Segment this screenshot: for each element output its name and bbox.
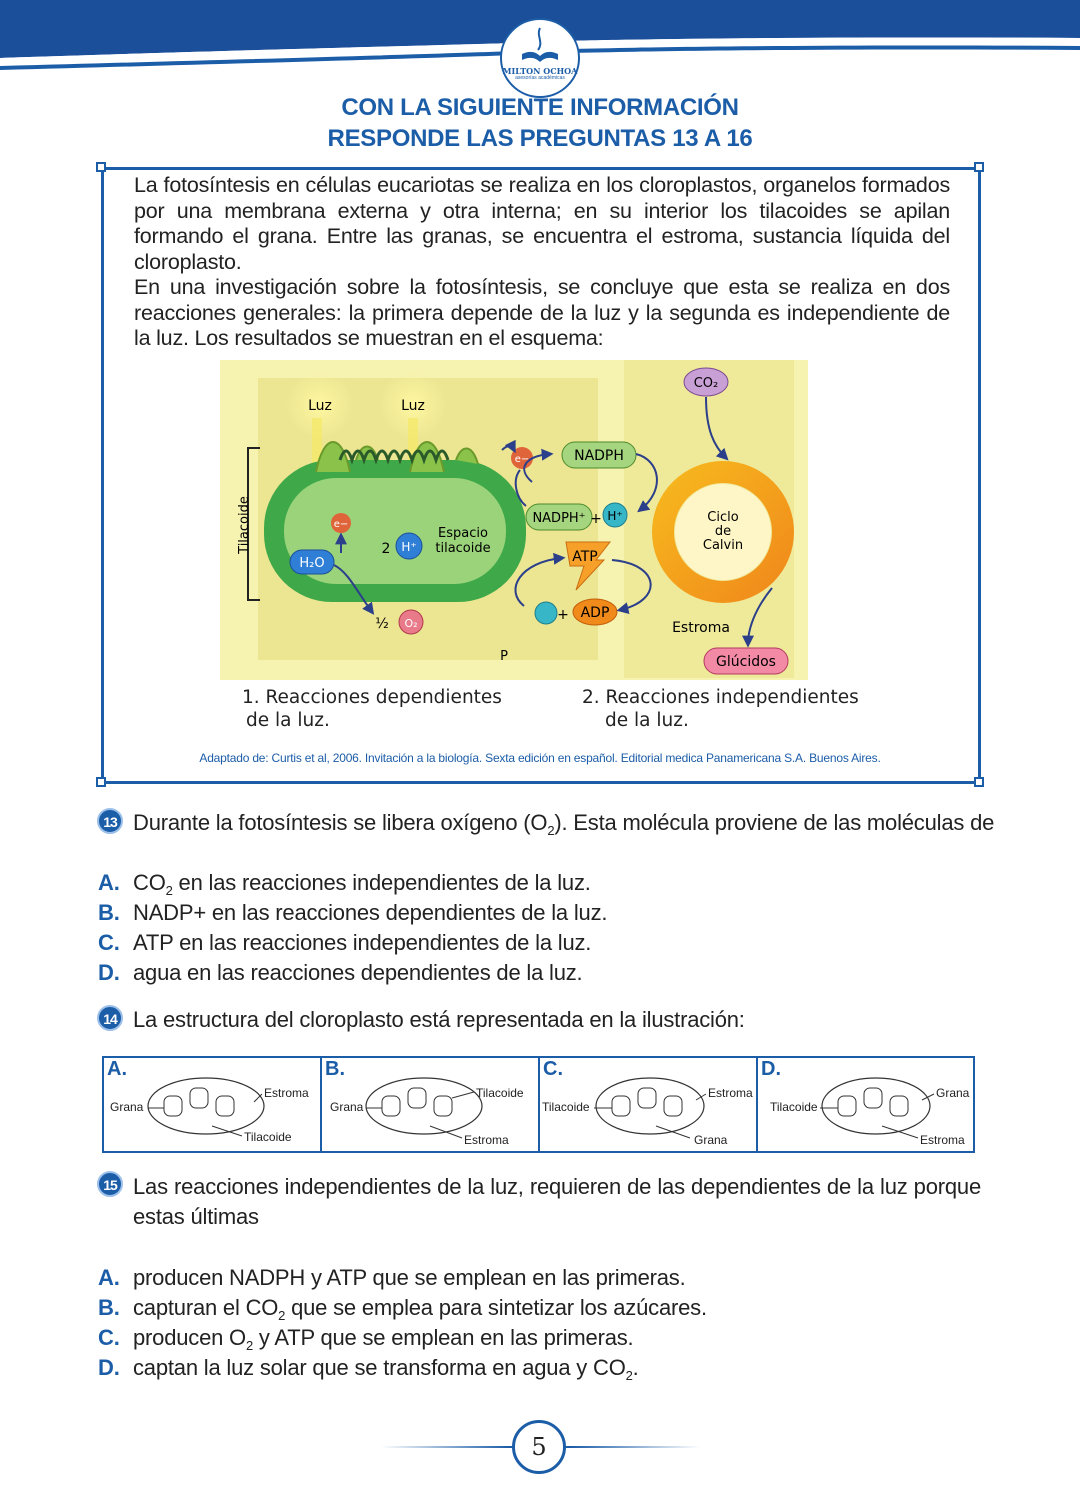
two-label: 2 <box>381 541 391 557</box>
glucids-label: Glúcidos <box>716 654 776 670</box>
caption-1-line-1: 1. Reacciones dependientes <box>242 687 502 708</box>
passage-paragraph-2: En una investigación sobre la fotosíntesis, se concluye que esta se realiza en dos reacciones generales: la primera depende de la luz y la segunda es independiente de la luz. Los resultados se muestran en el esquema: <box>134 275 950 350</box>
q14-option-d[interactable]: D. Tilacoide Grana Estroma <box>758 1058 976 1151</box>
p-label: P <box>500 649 508 664</box>
heading-line-1: CON LA SIGUIENTE INFORMACIÓN <box>341 94 739 121</box>
proton-label-1: H⁺ <box>401 540 417 554</box>
logo-subtitle: asesorías académicas <box>515 75 565 81</box>
nadph-label: NADPH <box>574 448 624 464</box>
question-13-badge: 13 <box>97 808 123 834</box>
q15-option-b[interactable]: B. capturan el $CO_2$ que se emplea para sintetizar los azúcares. <box>98 1295 707 1323</box>
question-15-text-line-2: estas últimas <box>133 1204 259 1229</box>
plus-label-1: + <box>590 511 602 527</box>
co2-label: CO₂ <box>693 376 719 391</box>
q15-option-d[interactable]: D. captan la luz solar que se transforma en agua y $CO_2$. <box>98 1355 639 1383</box>
question-15-badge: 15 <box>97 1171 123 1197</box>
calvin-label-3: Calvin <box>702 538 744 553</box>
electron-label-2: e− <box>514 454 530 465</box>
source-citation: Adaptado de: Curtis et al, 2006. Invitación a la biología. Sexta edición en español. Editorial medica Panamericana S.A. Buenos Aires. <box>199 751 881 765</box>
oxygen-label: O₂ <box>404 617 418 630</box>
calvin-label-1: Ciclo <box>707 510 739 525</box>
q14-option-b[interactable]: B. Grana Tilacoide Estroma <box>322 1058 540 1151</box>
electron-label-1: e− <box>333 519 349 530</box>
q14-option-a[interactable]: A. Grana Estroma Tilacoide <box>104 1058 322 1151</box>
q13-option-c[interactable]: C. ATP en las reacciones independientes de la luz. <box>98 930 592 955</box>
frame-corner <box>96 162 106 172</box>
photosynthesis-diagram <box>220 360 808 680</box>
half-label: ½ <box>375 616 389 632</box>
stroma-label: Estroma <box>672 620 730 636</box>
adp-label: ADP <box>580 605 610 621</box>
question-14-badge: 14 <box>97 1005 123 1031</box>
question-13-text: Durante la fotosíntesis se libera oxígeno $(O_2)$. Esta molécula proviene de las moléculas de <box>133 810 995 838</box>
q15-option-c[interactable]: C. producen $O_2$ y ATP que se emplean en las primeras. <box>98 1325 634 1353</box>
page-number: 5 <box>512 1420 566 1474</box>
plus-label-2: + <box>557 607 569 623</box>
light-label-1: Luz <box>308 398 332 414</box>
caption-2-line-2: de la luz. <box>605 710 689 731</box>
nadp-label: NADPH⁺ <box>532 511 586 526</box>
logo <box>500 18 580 98</box>
phosphate-badge <box>535 602 557 624</box>
q13-option-b[interactable]: B. NADP+ en las reacciones dependientes de la luz. <box>98 900 608 925</box>
q14-option-c[interactable]: C. Tilacoide Estroma Grana <box>540 1058 758 1151</box>
passage-paragraph-1: La fotosíntesis en células eucariotas se realiza en los cloroplastos, organelos formados por una membrana externa y otra interna; en su interior los tilacoides se apilan formando el grana. Entre las granas, se encuentra el estroma, sustancia líquida del cloroplasto. <box>134 173 950 274</box>
proton-label-2: H⁺ <box>607 509 623 523</box>
calvin-label-2: de <box>714 524 732 539</box>
light-label-2: Luz <box>401 398 425 414</box>
book-icon <box>502 20 578 66</box>
question-15-text-line-1: Las reacciones independientes de la luz, requieren de las dependientes de la luz porque <box>133 1174 981 1199</box>
logo-name: MILTON OCHOA <box>502 66 578 76</box>
heading-line-2: RESPONDE LAS PREGUNTAS 13 A 16 <box>327 125 753 152</box>
q15-option-a[interactable]: A. producen NADPH y ATP que se emplean en las primeras. <box>98 1265 686 1290</box>
atp-label: ATP <box>572 549 598 565</box>
q14-options-grid <box>102 1056 975 1153</box>
h2o-label: H₂O <box>299 556 325 571</box>
space-label-1: Espacio <box>438 526 488 541</box>
thylakoid-label: Tilacoide <box>237 496 252 554</box>
q13-option-d[interactable]: D. agua en las reacciones dependientes de la luz. <box>98 960 583 985</box>
frame-corner <box>96 777 106 787</box>
question-14-text: La estructura del cloroplasto está representada en la ilustración: <box>133 1007 745 1032</box>
caption-2-line-1: 2. Reacciones independientes <box>582 687 859 708</box>
frame-corner <box>974 162 984 172</box>
caption-1-line-2: de la luz. <box>246 710 330 731</box>
q13-option-a[interactable]: A. $CO_2$ en las reacciones independientes de la luz. <box>98 870 591 898</box>
frame-corner <box>974 777 984 787</box>
space-label-2: tilacoide <box>435 541 491 556</box>
